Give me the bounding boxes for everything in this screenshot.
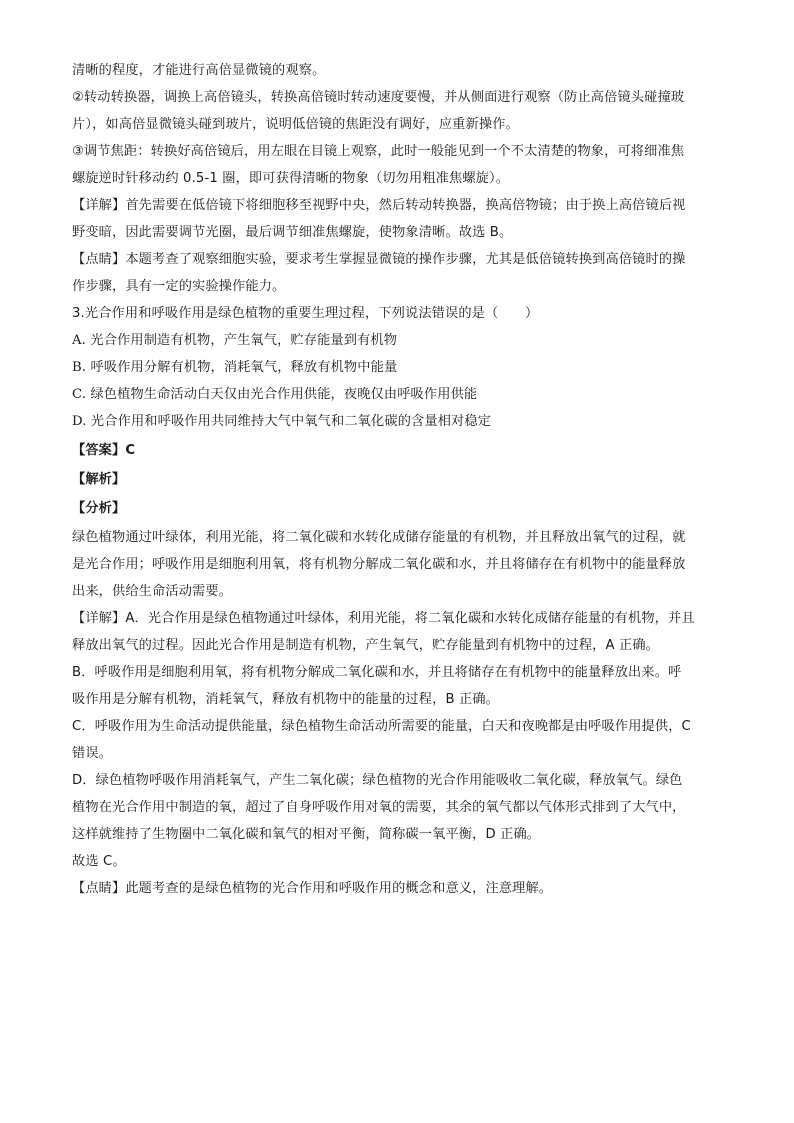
option-text: B. 呼吸作用分解有机物，消耗氧气，释放有机物中能量 xyxy=(72,360,398,375)
text-line: ②转动转换器，调换上高倍镜头，转换高倍镜时转动速度要慢，并从侧面进行观察（防止高倍镜头碰撞玻 xyxy=(72,90,685,105)
document-page xyxy=(72,62,722,898)
text-line: 作步骤，具有一定的实验操作能力。 xyxy=(72,279,286,294)
answer-section xyxy=(72,442,722,460)
paragraph-focus-criterion xyxy=(72,62,722,80)
text-line: 【详解】A．光合作用是绿色植物通过叶绿体，利用光能，将二氧化碳和水转化成储存能量的有机物，并且 xyxy=(72,611,695,626)
explanation-heading xyxy=(72,471,722,489)
text-line: 螺旋逆时针移动约 0.5-1 圈，即可获得清晰的物象（切勿用粗准焦螺旋）。 xyxy=(72,171,510,186)
text-line: 是光合作用；呼吸作用是细胞利用氧，将有机物分解成二氧化碳和水，并且将储存在有机物中的能量释放 xyxy=(72,557,686,572)
option-text: A. 光合作用制造有机物，产生氧气，贮存能量到有机物 xyxy=(72,333,398,348)
text-line: 【点睛】本题考查了观察细胞实验，要求考生掌握显微镜的操作步骤，尤其是低倍镜转换到高倍镜时的操 xyxy=(72,252,686,267)
section-heading: 【分析】 xyxy=(72,501,126,516)
text-line: D．绿色植物呼吸作用消耗氧气，产生二氧化碳；绿色植物的光合作用能吸收二氧化碳，释放氧气。绿色 xyxy=(72,773,683,788)
text-line: 释放出氧气的过程。因此光合作用是制造有机物，产生氧气，贮存能量到有机物中的过程，A 正确。 xyxy=(72,638,660,653)
answer-label: 【答案】C xyxy=(72,443,136,458)
analysis-heading xyxy=(72,500,722,518)
text-line: 【点睛】此题考查的是绿色植物的光合作用和呼吸作用的概念和意义，注意理解。 xyxy=(72,881,553,896)
text-line: 片），如高倍显微镜头碰到玻片，说明低倍镜的焦距没有调好，应重新操作。 xyxy=(72,117,519,132)
section-heading: 【解析】 xyxy=(72,472,126,487)
paragraph-analysis xyxy=(72,529,722,601)
question-3-stem xyxy=(72,305,722,323)
text-line: 植物在光合作用中制造的氧，超过了自身呼吸作用对氧的需要，其余的氧气都以气体形式排到了大气中， xyxy=(72,800,686,815)
text-line: 绿色植物通过叶绿体，利用光能，将二氧化碳和水转化成储存能量的有机物，并且释放出氧气的过程，就 xyxy=(72,530,686,545)
option-d xyxy=(72,413,722,431)
text-line: 这样就维持了生物圈中二氧化碳和氧气的相对平衡，简称碳一氧平衡，D 正确。 xyxy=(72,827,541,842)
paragraph-detail-q2 xyxy=(72,197,722,242)
option-b xyxy=(72,359,722,377)
question-text: 3.光合作用和呼吸作用是绿色植物的重要生理过程，下列说法错误的是（ ） xyxy=(72,306,539,321)
text-line: 【详解】首先需要在低倍镜下将细胞移至视野中央，然后转动转换器，换高倍物镜；由于换上高倍镜后视 xyxy=(72,198,686,213)
text-line: 吸作用是分解有机物，消耗氧气，释放有机物中的能量的过程，B 正确。 xyxy=(72,692,499,707)
option-text: D. 光合作用和呼吸作用共同维持大气中氧气和二氧化碳的含量相对稳定 xyxy=(72,414,492,429)
text-line: C．呼吸作用为生命活动提供能量，绿色植物生命活动所需要的能量，白天和夜晚都是由呼吸作用提供，C xyxy=(72,719,691,734)
paragraph-comment-q3 xyxy=(72,880,722,898)
text-line: 野变暗，因此需要调节光圈，最后调节细准焦螺旋，使物象清晰。故选 B。 xyxy=(72,225,513,240)
text-line: ③调节焦距：转换好高倍镜后，用左眼在目镜上观察，此时一般能见到一个不太清楚的物象，可将细准焦 xyxy=(72,144,685,159)
text-line: 出来，供给生命活动需要。 xyxy=(72,584,233,599)
text-line: B．呼吸作用是细胞利用氧，将有机物分解成二氧化碳和水，并且将储存在有机物中的能量释放出来。呼 xyxy=(72,665,682,680)
paragraph-comment-q2 xyxy=(72,251,722,296)
paragraph-detail-b xyxy=(72,664,722,709)
paragraph-step-2-converter xyxy=(72,89,722,134)
paragraph-detail-d xyxy=(72,772,722,871)
text-line: 清晰的程度，才能进行高倍显微镜的观察。 xyxy=(72,63,326,78)
text-line: 错误。 xyxy=(72,746,113,761)
paragraph-detail-a xyxy=(72,610,722,655)
option-c xyxy=(72,386,722,404)
paragraph-step-3-focus xyxy=(72,143,722,188)
text-line: 故选 C。 xyxy=(72,854,126,869)
option-text: C. 绿色植物生命活动白天仅由光合作用供能，夜晚仅由呼吸作用供能 xyxy=(72,387,478,402)
paragraph-detail-c xyxy=(72,718,722,763)
option-a xyxy=(72,332,722,350)
